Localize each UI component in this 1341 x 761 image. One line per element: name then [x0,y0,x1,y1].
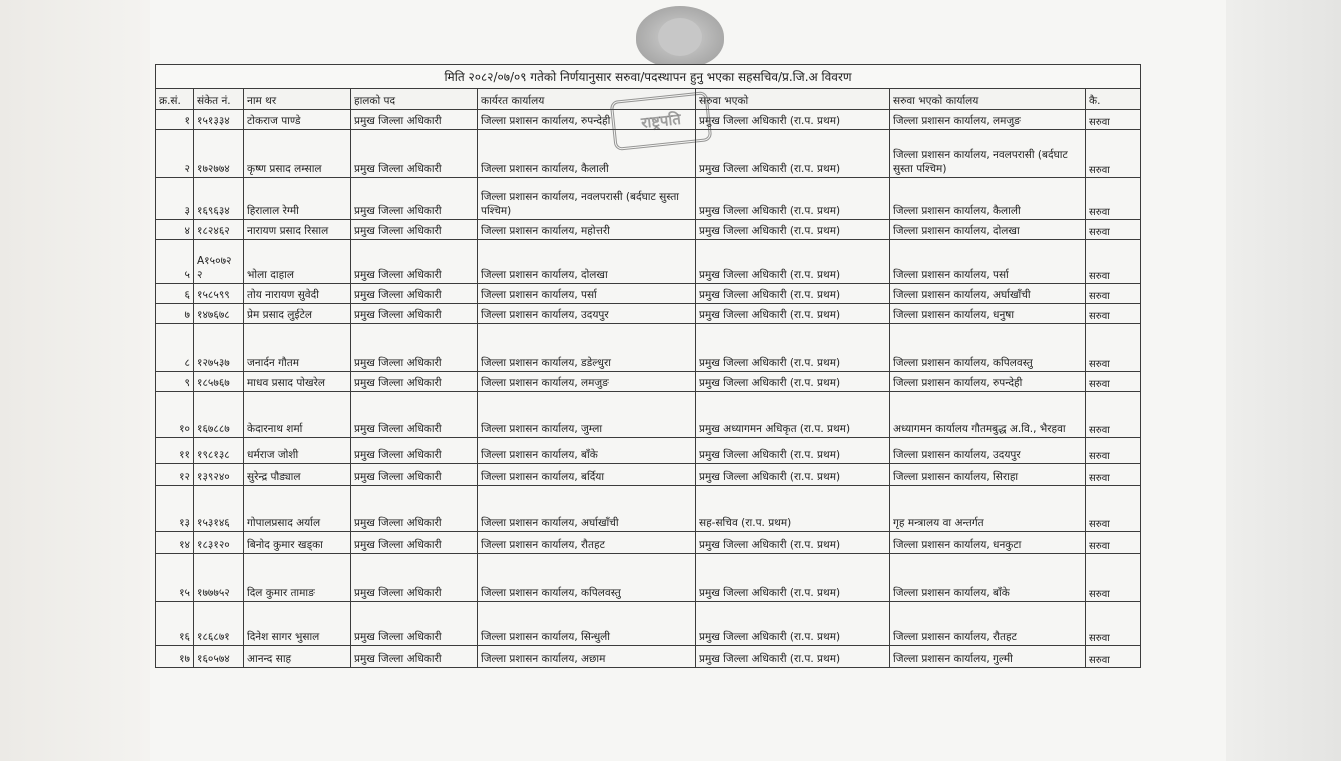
cell-code: १६९६३४ [194,178,244,220]
cell-code: १३९२४० [194,464,244,486]
cell-code: १४७६७८ [194,304,244,324]
cell-new-post: प्रमुख जिल्ला अधिकारी (रा.प. प्रथम) [696,554,890,602]
cell-post: प्रमुख जिल्ला अधिकारी [351,110,478,130]
cell-code: १७७७५२ [194,554,244,602]
cell-sn: १५ [156,554,194,602]
cell-new-post: प्रमुख जिल्ला अधिकारी (रा.प. प्रथम) [696,284,890,304]
cell-remark: सरुवा [1086,304,1141,324]
cell-remark: सरुवा [1086,284,1141,304]
cell-new-office: जिल्ला प्रशासन कार्यालय, सिराहा [890,464,1086,486]
cell-post: प्रमुख जिल्ला अधिकारी [351,438,478,464]
cell-code: A१५०७२ २ [194,240,244,284]
cell-office: जिल्ला प्रशासन कार्यालय, सिन्धुली [478,602,696,646]
cell-remark: सरुवा [1086,178,1141,220]
cell-sn: १० [156,392,194,438]
cell-office: जिल्ला प्रशासन कार्यालय, अर्घाखाँची [478,486,696,532]
cell-remark: सरुवा [1086,438,1141,464]
cell-name: केदारनाथ शर्मा [244,392,351,438]
cell-post: प्रमुख जिल्ला अधिकारी [351,464,478,486]
cell-new-post: प्रमुख जिल्ला अधिकारी (रा.प. प्रथम) [696,372,890,392]
table-row [156,284,1141,304]
cell-office: जिल्ला प्रशासन कार्यालय, नवलपरासी (बर्दघाट सुस्ता पश्चिम) [478,178,696,220]
cell-post: प्रमुख जिल्ला अधिकारी [351,646,478,668]
header-remark: कै. [1086,89,1141,110]
cell-new-office: जिल्ला प्रशासन कार्यालय, रुपन्देही [890,372,1086,392]
cell-new-post: प्रमुख जिल्ला अधिकारी (रा.प. प्रथम) [696,646,890,668]
cell-post: प्रमुख जिल्ला अधिकारी [351,372,478,392]
cell-name: दिल कुमार तामाङ [244,554,351,602]
cell-remark: सरुवा [1086,220,1141,240]
cell-name: जनार्दन गौतम [244,324,351,372]
cell-code: १२७५३७ [194,324,244,372]
cell-office: जिल्ला प्रशासन कार्यालय, पर्सा [478,284,696,304]
cell-sn: ९ [156,372,194,392]
header-new-office: सरुवा भएको कार्यालय [890,89,1086,110]
cell-name: कृष्ण प्रसाद लम्साल [244,130,351,178]
scan-shadow-right [1226,0,1341,761]
cell-sn: १७ [156,646,194,668]
cell-sn: ५ [156,240,194,284]
cell-sn: ८ [156,324,194,372]
header-office: कार्यरत कार्यालय [478,89,696,110]
cell-code: १९८१३८ [194,438,244,464]
cell-new-office: जिल्ला प्रशासन कार्यालय, अर्घाखाँची [890,284,1086,304]
scan-shadow-left [0,0,150,761]
document-title: मिति २०८२/०७/०९ गतेको निर्णयानुसार सरुवा/पदस्थापन हुनु भएका सहसचिव/प्र.जि.अ विवरण [155,64,1141,88]
cell-new-office: जिल्ला प्रशासन कार्यालय, नवलपरासी (बर्दघाट सुस्ता पश्चिम) [890,130,1086,178]
cell-name: आनन्द साह [244,646,351,668]
cell-name: दिनेश सागर भुसाल [244,602,351,646]
header-new-post: सरुवा भएको [696,89,890,110]
table-row [156,438,1141,464]
cell-sn: ४ [156,220,194,240]
cell-sn: ३ [156,178,194,220]
cell-post: प्रमुख जिल्ला अधिकारी [351,532,478,554]
cell-office: जिल्ला प्रशासन कार्यालय, दोलखा [478,240,696,284]
cell-code: १८६८७१ [194,602,244,646]
cell-new-office: जिल्ला प्रशासन कार्यालय, धनकुटा [890,532,1086,554]
cell-office: जिल्ला प्रशासन कार्यालय, महोत्तरी [478,220,696,240]
cell-office: जिल्ला प्रशासन कार्यालय, कपिलवस्तु [478,554,696,602]
cell-new-post: प्रमुख जिल्ला अधिकारी (रा.प. प्रथम) [696,240,890,284]
cell-office: जिल्ला प्रशासन कार्यालय, डडेल्धुरा [478,324,696,372]
cell-office: जिल्ला प्रशासन कार्यालय, रौतहट [478,532,696,554]
cell-post: प्रमुख जिल्ला अधिकारी [351,220,478,240]
cell-new-office: जिल्ला प्रशासन कार्यालय, बाँके [890,554,1086,602]
stamp-text: राष्ट्रपति [640,109,682,133]
cell-remark: सरुवा [1086,554,1141,602]
cell-post: प्रमुख जिल्ला अधिकारी [351,304,478,324]
cell-name: नारायण प्रसाद रिसाल [244,220,351,240]
cell-new-post: प्रमुख जिल्ला अधिकारी (रा.प. प्रथम) [696,532,890,554]
cell-new-office: जिल्ला प्रशासन कार्यालय, कपिलवस्तु [890,324,1086,372]
table-row [156,220,1141,240]
cell-name: सुरेन्द्र पौड्याल [244,464,351,486]
cell-sn: २ [156,130,194,178]
header-post: हालको पद [351,89,478,110]
cell-sn: १२ [156,464,194,486]
cell-new-office: जिल्ला प्रशासन कार्यालय, कैलाली [890,178,1086,220]
cell-sn: १३ [156,486,194,532]
cell-remark: सरुवा [1086,110,1141,130]
cell-post: प्रमुख जिल्ला अधिकारी [351,130,478,178]
cell-new-post: प्रमुख जिल्ला अधिकारी (रा.प. प्रथम) [696,220,890,240]
cell-sn: १६ [156,602,194,646]
cell-office: जिल्ला प्रशासन कार्यालय, अछाम [478,646,696,668]
cell-name: भोला दाहाल [244,240,351,284]
cell-new-office: जिल्ला प्रशासन कार्यालय, लमजुङ [890,110,1086,130]
cell-name: धर्मराज जोशी [244,438,351,464]
table-row [156,392,1141,438]
cell-new-office: जिल्ला प्रशासन कार्यालय, गुल्मी [890,646,1086,668]
cell-code: १५८५९९ [194,284,244,304]
cell-remark: सरुवा [1086,392,1141,438]
table-row [156,372,1141,392]
government-seal [636,6,724,68]
cell-sn: ७ [156,304,194,324]
cell-office: जिल्ला प्रशासन कार्यालय, उदयपुर [478,304,696,324]
cell-new-post: प्रमुख जिल्ला अधिकारी (रा.प. प्रथम) [696,110,890,130]
table-row [156,178,1141,220]
cell-name: गोपालप्रसाद अर्याल [244,486,351,532]
table-row [156,304,1141,324]
cell-name: हिरालाल रेग्मी [244,178,351,220]
header-sn: क्र.सं. [156,89,194,110]
transfer-table [155,64,1141,668]
cell-name: तोय नारायण सुवेदी [244,284,351,304]
cell-new-post: प्रमुख जिल्ला अधिकारी (रा.प. प्रथम) [696,130,890,178]
cell-post: प्रमुख जिल्ला अधिकारी [351,392,478,438]
cell-new-post: प्रमुख जिल्ला अधिकारी (रा.प. प्रथम) [696,602,890,646]
cell-sn: ११ [156,438,194,464]
cell-remark: सरुवा [1086,240,1141,284]
cell-post: प्रमुख जिल्ला अधिकारी [351,486,478,532]
cell-name: प्रेम प्रसाद लुईटेल [244,304,351,324]
cell-remark: सरुवा [1086,464,1141,486]
cell-code: १८५७६७ [194,372,244,392]
cell-remark: सरुवा [1086,372,1141,392]
cell-new-post: प्रमुख जिल्ला अधिकारी (रा.प. प्रथम) [696,178,890,220]
cell-code: १७२७७४ [194,130,244,178]
cell-code: १६७८८७ [194,392,244,438]
cell-name: माधव प्रसाद पोखरेल [244,372,351,392]
cell-code: १५१३३४ [194,110,244,130]
cell-new-office: जिल्ला प्रशासन कार्यालय, दोलखा [890,220,1086,240]
cell-new-post: सह-सचिव (रा.प. प्रथम) [696,486,890,532]
cell-office: जिल्ला प्रशासन कार्यालय, जुम्ला [478,392,696,438]
cell-post: प्रमुख जिल्ला अधिकारी [351,178,478,220]
cell-new-post: प्रमुख जिल्ला अधिकारी (रा.प. प्रथम) [696,304,890,324]
cell-remark: सरुवा [1086,602,1141,646]
cell-new-office: जिल्ला प्रशासन कार्यालय, रौतहट [890,602,1086,646]
cell-remark: सरुवा [1086,324,1141,372]
cell-new-office: जिल्ला प्रशासन कार्यालय, पर्सा [890,240,1086,284]
cell-new-office: जिल्ला प्रशासन कार्यालय, उदयपुर [890,438,1086,464]
table-row [156,646,1141,668]
table-row [156,486,1141,532]
cell-remark: सरुवा [1086,486,1141,532]
cell-new-post: प्रमुख अध्यागमन अधिकृत (रा.प. प्रथम) [696,392,890,438]
header-name: नाम थर [244,89,351,110]
cell-new-office: अध्यागमन कार्यालय गौतमबुद्ध अ.वि., भैरहवा [890,392,1086,438]
cell-post: प्रमुख जिल्ला अधिकारी [351,324,478,372]
cell-code: १५३१४६ [194,486,244,532]
cell-sn: ६ [156,284,194,304]
cell-new-post: प्रमुख जिल्ला अधिकारी (रा.प. प्रथम) [696,438,890,464]
cell-post: प्रमुख जिल्ला अधिकारी [351,240,478,284]
cell-new-office: जिल्ला प्रशासन कार्यालय, धनुषा [890,304,1086,324]
cell-remark: सरुवा [1086,646,1141,668]
cell-office: जिल्ला प्रशासन कार्यालय, बाँके [478,438,696,464]
cell-post: प्रमुख जिल्ला अधिकारी [351,602,478,646]
header-code: संकेत नं. [194,89,244,110]
cell-sn: १४ [156,532,194,554]
cell-new-post: प्रमुख जिल्ला अधिकारी (रा.प. प्रथम) [696,324,890,372]
cell-name: टोकराज पाण्डे [244,110,351,130]
cell-new-office: गृह मन्त्रालय वा अन्तर्गत [890,486,1086,532]
cell-post: प्रमुख जिल्ला अधिकारी [351,284,478,304]
table-row [156,464,1141,486]
office-stamp [610,91,713,151]
cell-post: प्रमुख जिल्ला अधिकारी [351,554,478,602]
table-row [156,554,1141,602]
cell-office: जिल्ला प्रशासन कार्यालय, कैलाली [478,130,696,178]
table-row [156,324,1141,372]
cell-name: बिनोद कुमार खड्का [244,532,351,554]
table-row [156,532,1141,554]
cell-code: १८३१२० [194,532,244,554]
cell-code: १८२४६२ [194,220,244,240]
table-row [156,240,1141,284]
cell-sn: १ [156,110,194,130]
cell-code: १६०५७४ [194,646,244,668]
cell-remark: सरुवा [1086,130,1141,178]
cell-office: जिल्ला प्रशासन कार्यालय, लमजुङ [478,372,696,392]
table-row [156,602,1141,646]
cell-new-post: प्रमुख जिल्ला अधिकारी (रा.प. प्रथम) [696,464,890,486]
cell-office: जिल्ला प्रशासन कार्यालय, बर्दिया [478,464,696,486]
cell-office: जिल्ला प्रशासन कार्यालय, रुपन्देही [478,110,696,130]
cell-remark: सरुवा [1086,532,1141,554]
